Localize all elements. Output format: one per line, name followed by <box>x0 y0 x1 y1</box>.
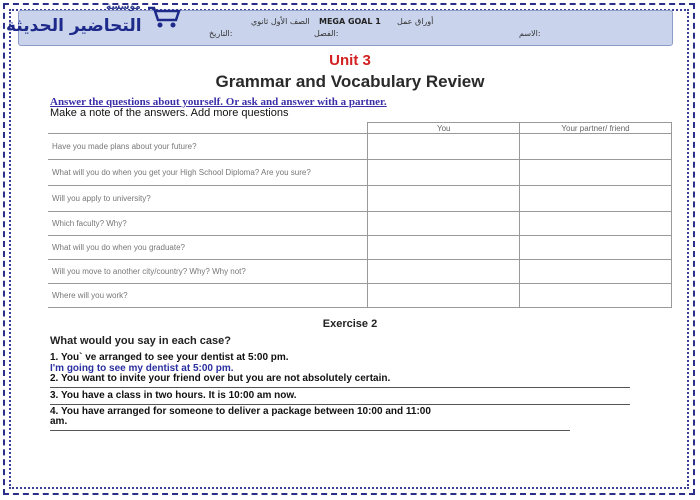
table-row <box>48 260 672 284</box>
answer-line <box>50 404 630 405</box>
table-row <box>48 160 672 186</box>
answer-cell-you[interactable] <box>368 134 520 160</box>
table-row <box>48 284 672 308</box>
table-header-blank <box>48 123 368 134</box>
logo-top-text: مؤسسة <box>106 2 141 12</box>
shopping-cart-icon <box>146 4 182 30</box>
answer-cell-you[interactable] <box>368 160 520 186</box>
answer-cell-partner[interactable] <box>520 134 672 160</box>
table-row <box>48 236 672 260</box>
answer-cell-you[interactable] <box>368 186 520 212</box>
unit-title: Unit 3 <box>329 52 371 69</box>
exercise-item-3: 3. You have a class in two hours. It is 10:00 am now. <box>50 390 297 401</box>
answer-cell-partner[interactable] <box>520 212 672 236</box>
exercise-item-2: 2. You want to invite your friend over but you are not absolutely certain. <box>50 373 391 384</box>
answer-cell-you[interactable] <box>368 236 520 260</box>
exercise-item-1: 1. You` ve arranged to see your dentist at 5:00 pm. <box>50 352 289 363</box>
table-row <box>48 134 672 160</box>
answer-cell-partner[interactable] <box>520 160 672 186</box>
course-name: MEGA GOAL 1 <box>319 17 381 26</box>
questions-table <box>48 122 672 308</box>
answer-cell-partner[interactable] <box>520 260 672 284</box>
instruction-primary: Answer the questions about yourself. Or ask and answer with a partner. <box>50 96 387 108</box>
question-cell: Have you made plans about your future? <box>48 134 368 160</box>
table-row <box>48 186 672 212</box>
level-label: الصف الأول ثانوي <box>251 17 310 26</box>
question-cell: What will you do when you graduate? <box>48 236 368 260</box>
logo-main-text: التحاضير الحديثة <box>6 16 142 36</box>
exercise-item-4-cont: am. <box>50 416 68 427</box>
page-title: Grammar and Vocabulary Review <box>215 72 485 91</box>
answer-cell-partner[interactable] <box>520 284 672 308</box>
column-header-partner: Your partner/ friend <box>520 123 672 134</box>
table-row <box>48 212 672 236</box>
exercise-2-title: Exercise 2 <box>322 318 378 330</box>
class-label: الفصل: <box>314 29 339 38</box>
question-cell: Where will you work? <box>48 284 368 308</box>
answer-cell-partner[interactable] <box>520 236 672 260</box>
exercise-item-1-answer: I'm going to see my dentist at 5:00 pm. <box>50 363 234 374</box>
publisher-logo <box>6 2 184 44</box>
answer-line <box>50 430 570 431</box>
instruction-secondary: Make a note of the answers. Add more questions <box>50 107 289 119</box>
question-cell: Will you move to another city/country? Why? Why not? <box>48 260 368 284</box>
answer-cell-you[interactable] <box>368 212 520 236</box>
name-label: الاسم: <box>519 29 541 38</box>
answer-line <box>50 387 630 388</box>
worksheet-label: أوراق عمل <box>397 17 434 26</box>
question-cell: What will you do when you get your High School Diploma? Are you sure? <box>48 160 368 186</box>
column-header-you: You <box>368 123 520 134</box>
exercise-item-4: 4. You have arranged for someone to deliver a package between 10:00 and 11:00 <box>50 406 431 417</box>
question-cell: Will you apply to university? <box>48 186 368 212</box>
question-cell: Which faculty? Why? <box>48 212 368 236</box>
answer-cell-you[interactable] <box>368 260 520 284</box>
date-label: التاريخ: <box>209 29 233 38</box>
answer-cell-you[interactable] <box>368 284 520 308</box>
exercise-2-question: What would you say in each case? <box>50 335 231 347</box>
answer-cell-partner[interactable] <box>520 186 672 212</box>
